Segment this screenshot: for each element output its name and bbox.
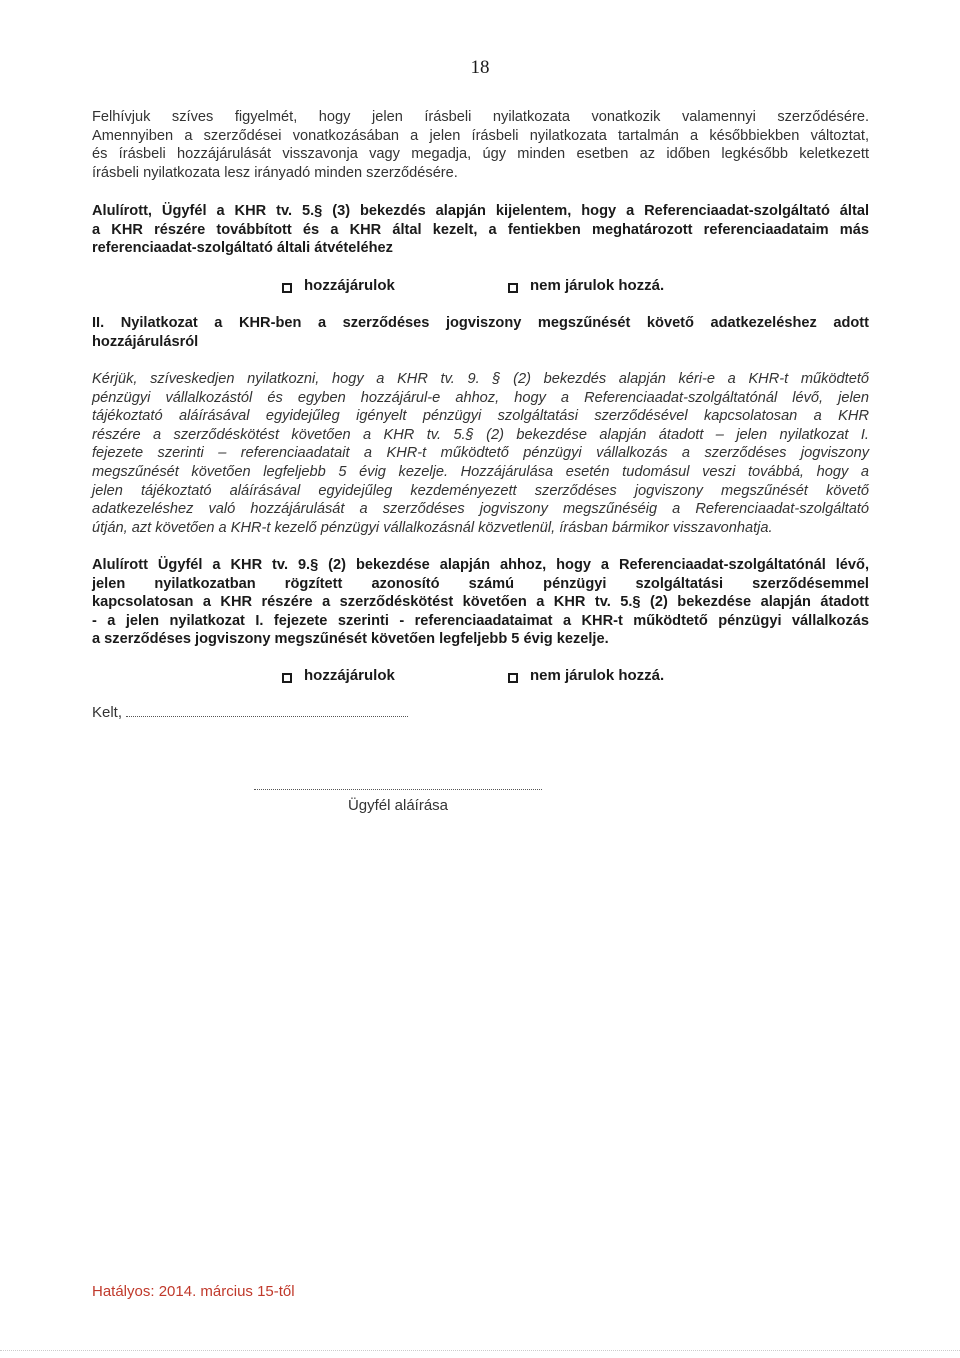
disagree-label: nem járulok hozzá. — [530, 667, 665, 684]
checkbox-icon[interactable] — [282, 673, 292, 683]
paragraph-line: pénzügyi vállalkozástól és egyben hozzájárul-e ahhoz, hogy a Referenciaadat-szolgáltatónál lévő, jelen — [92, 389, 869, 406]
paragraph-line: Alulírott Ügyfél a KHR tv. 9.§ (2) bekezdése alapján ahhoz, hogy a Referenciaadat-szolgáltatónál lévő, — [92, 557, 869, 573]
declaration-paragraph-2 — [92, 556, 869, 649]
paragraph-line: megszűnését követően legfeljebb 5 évig kezelje. Hozzájárulása esetén tudomásul veszi továbbá, hogy a — [92, 463, 869, 480]
request-paragraph — [92, 370, 869, 537]
paragraph-line: tájékoztató aláírásával egyidejűleg igényelt pénzügyi szolgáltatási szerződésével kapcsolatosan a KHR — [92, 408, 869, 425]
paragraph-line: Alulírott, Ügyfél a KHR tv. 5.§ (3) bekezdés alapján kijelentem, hogy a Referenciaadat-szolgáltató által — [92, 203, 869, 219]
paragraph-line: - a jelen nyilatkozat I. fejezete szerinti - referenciaadataimat a KHR-t működtető pénzügyi vállalkozás — [92, 612, 869, 629]
heading-line: II. Nyilatkozat a KHR-ben a szerződéses jogviszony megszűnését követő adatkezeléshez adott — [92, 315, 869, 331]
disagree-option-1[interactable] — [508, 277, 664, 294]
checkbox-icon[interactable] — [508, 673, 518, 683]
paragraph-line: Amennyiben a szerződései vonatkozásában a jelen írásbeli nyilatkozata tartalmán a későbbiekben változtat, — [92, 127, 869, 144]
paragraph-line: Felhívjuk szíves figyelmét, hogy jelen írásbeli nyilatkozata vonatkozik valamennyi szerződésére. — [92, 109, 869, 125]
paragraph-line: és írásbeli hozzájárulását visszavonja vagy megadja, úgy minden esetben az időben legkésőbb keletkezett — [92, 146, 869, 163]
page-bottom-rule — [0, 1350, 960, 1351]
page-number: 18 — [470, 57, 490, 78]
checkbox-icon[interactable] — [282, 283, 292, 293]
date-place-field[interactable] — [92, 704, 408, 721]
section-2-heading — [92, 314, 869, 351]
paragraph-line: jelen nyilatkozatban rögzített azonosító számú pénzügyi szolgáltatási szerződésemmel — [92, 575, 869, 592]
paragraph-line: jelen tájékoztató aláírásával egyidejűleg kezdeményezett szerződéses jogviszony megszűnését követő — [92, 482, 869, 499]
paragraph-line: referenciaadat-szolgáltató általi átvételéhez — [92, 240, 393, 257]
effective-date-footer: Hatályos: 2014. március 15-től — [92, 1283, 295, 1300]
paragraph-line: adatkezeléshez való hozzájárulását a szerződéses jogviszony megszűnéséig a Referenciaadat-szolgáltató — [92, 501, 869, 518]
signature-label: Ügyfél aláírása — [347, 797, 449, 814]
disagree-label: nem járulok hozzá. — [530, 277, 665, 294]
agree-label: hozzájárulok — [304, 667, 395, 684]
paragraph-line: írásbeli nyilatkozata lesz irányadó minden szerződésére. — [92, 164, 458, 181]
disagree-option-2[interactable] — [508, 667, 664, 684]
agree-label: hozzájárulok — [304, 277, 395, 294]
agree-option-2[interactable] — [282, 667, 395, 684]
paragraph-line: a szerződéses jogviszony megszűnését követően legfeljebb 5 évig kezelje. — [92, 631, 609, 648]
paragraph-line: Kérjük, szíveskedjen nyilatkozni, hogy a KHR tv. 9. § (2) bekezdés alapján kéri-e a KHR-t működtető — [92, 371, 869, 387]
heading-line: hozzájárulásról — [92, 333, 199, 350]
paragraph-line: kapcsolatosan a KHR részére a szerződéskötést követően a KHR tv. 5.§ (2) bekezdése alapján átadott — [92, 594, 869, 611]
paragraph-line: részére a szerződéskötést követően a KHR tv. 5.§ (2) bekezdése alapján átadott – jelen nyilatkozat I. — [92, 426, 869, 443]
agree-option-1[interactable] — [282, 277, 395, 294]
date-place-dotted-line[interactable] — [126, 704, 408, 717]
signature-dotted-line[interactable] — [254, 789, 542, 790]
declaration-paragraph-1 — [92, 202, 869, 258]
paragraph-line: a KHR részére továbbított és a KHR által kezelt, a fentiekben meghatározott referenciaadataim más — [92, 221, 869, 238]
kelt-label: Kelt, — [92, 704, 123, 721]
paragraph-line: útján, azt követően a KHR-t kezelő pénzügyi vállalkozásnál közvetlenül, írásban bármikor visszavonhatja. — [92, 519, 773, 536]
intro-paragraph — [92, 108, 869, 182]
checkbox-icon[interactable] — [508, 283, 518, 293]
paragraph-line: fejezete szerinti – referenciaadatait a KHR-t működtető pénzügyi vállalkozás a szerződéses jogviszony — [92, 445, 869, 462]
